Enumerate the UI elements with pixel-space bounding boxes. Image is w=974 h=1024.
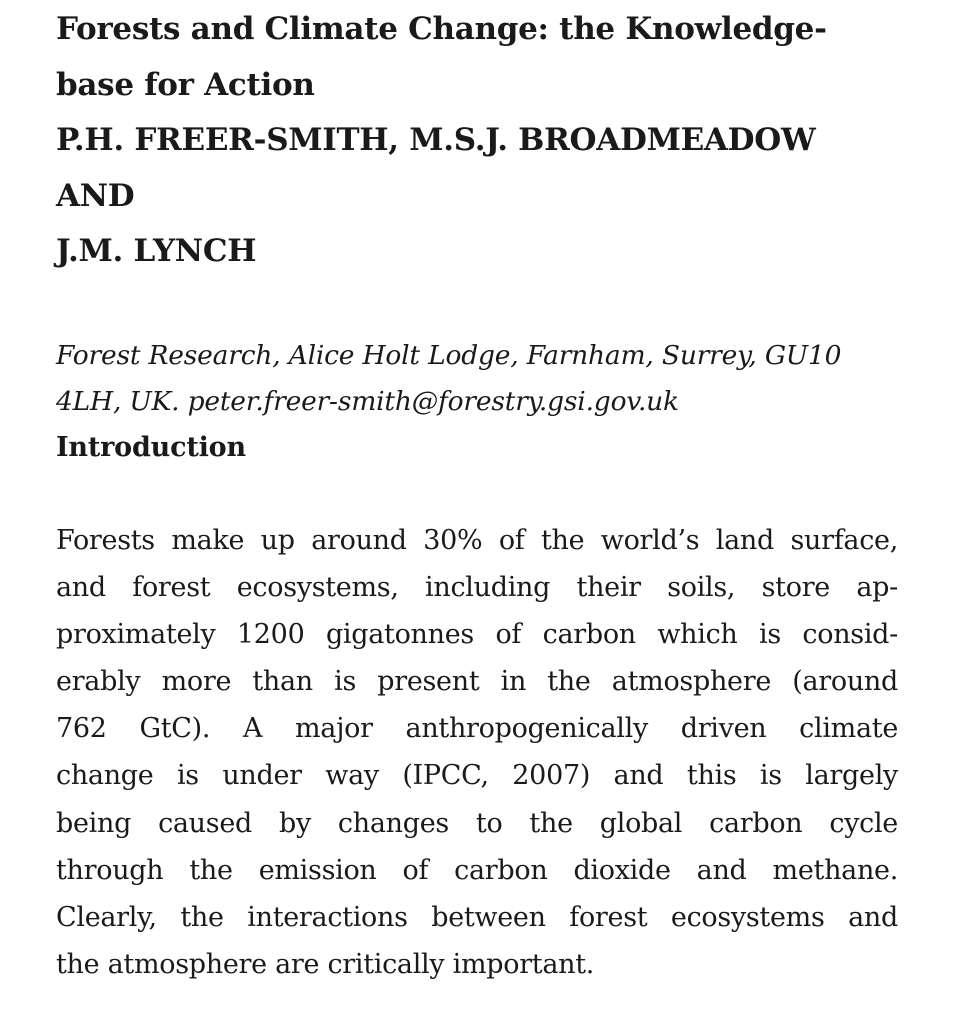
author-line: AND — [56, 177, 135, 214]
body-line: being caused by changes to the global carbon cycle — [56, 807, 898, 839]
author-line: J.M. LYNCH — [56, 233, 257, 269]
title-line: base for Action — [56, 66, 315, 103]
body-line: change is under way (IPCC, 2007) and this is largely — [56, 760, 898, 792]
body-line: Forests make up around 30% of the world’s land surface, — [56, 524, 898, 556]
body-line: proximately 1200 gigatonnes of carbon which is consid- — [56, 618, 898, 650]
affiliation-line: Forest Research, Alice Holt Lodge, Farnham, Surrey, GU10 — [56, 339, 842, 371]
affiliation — [56, 333, 898, 425]
title-line: Forests and Climate Change: the Knowledge- — [56, 11, 827, 47]
title-block — [56, 0, 898, 280]
affiliation-line: 4LH, UK. peter.freer-smith@forestry.gsi.gov.uk — [56, 385, 679, 417]
body-line: through the emission of carbon dioxide and methane. — [56, 854, 898, 886]
section-heading: Introduction — [56, 431, 246, 463]
body-line: 762 GtC). A major anthropogenically driven climate — [56, 713, 898, 745]
body-line: Clearly, the interactions between forest ecosystems and — [56, 902, 898, 933]
document-page — [56, 0, 898, 988]
body-line: and forest ecosystems, including their soils, store ap- — [56, 571, 898, 603]
body-line: erably more than is present in the atmosphere (around — [56, 666, 898, 698]
author-line: P.H. FREER-SMITH, M.S.J. BROADMEADOW — [56, 122, 816, 158]
body-paragraph — [56, 517, 898, 989]
body-line: the atmosphere are critically important. — [56, 949, 595, 981]
